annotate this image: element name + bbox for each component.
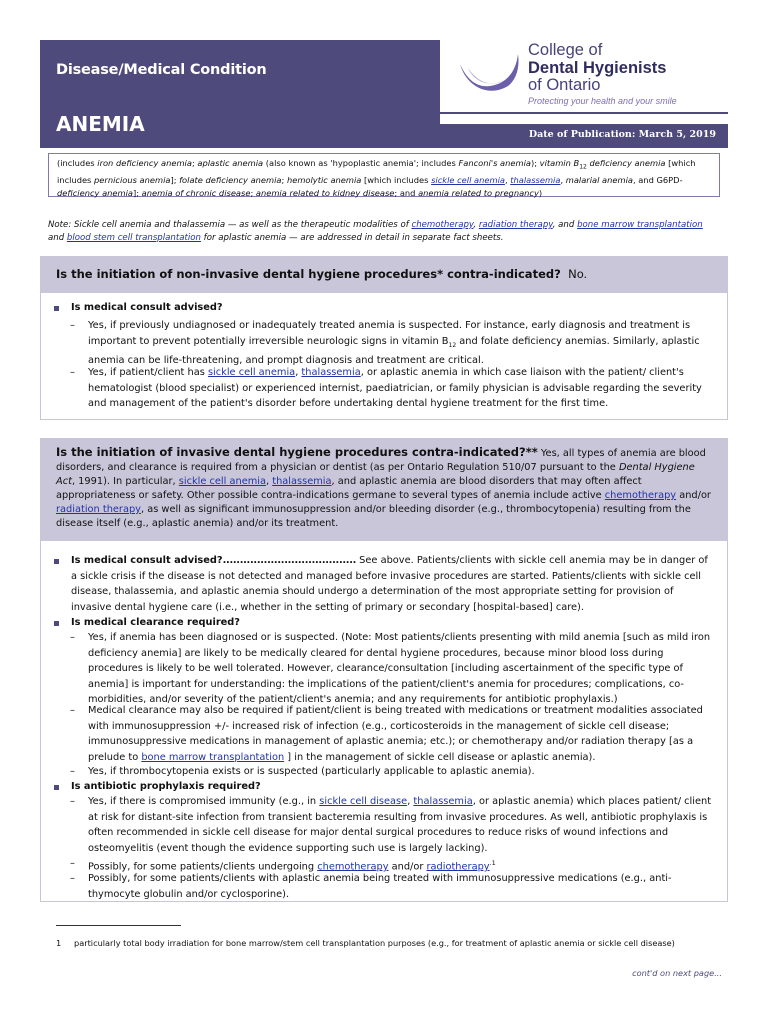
continued-label: cont'd on next page... bbox=[632, 968, 722, 978]
text: hemolytic anemia bbox=[286, 174, 362, 185]
text: , bbox=[295, 367, 302, 378]
text: deficiency anemia bbox=[57, 187, 133, 198]
logo-line-3: of Ontario bbox=[528, 76, 601, 94]
subscript: 12 bbox=[579, 163, 587, 171]
link-bone-marrow-transplantation[interactable]: bone marrow transplantation bbox=[141, 751, 285, 763]
link-bone-marrow-transplantation[interactable]: bone marrow transplantation bbox=[577, 220, 703, 230]
bullet-title: Is medical consult advised? bbox=[71, 555, 223, 566]
header-band bbox=[40, 40, 440, 148]
bullet-medical-consult bbox=[56, 300, 712, 316]
text: and bbox=[48, 233, 67, 243]
link-thalassemia[interactable]: thalassemia bbox=[510, 174, 561, 185]
list-item bbox=[72, 871, 712, 902]
question-title: Is the initiation of non-invasive dental hygiene procedures* contra-indicated? bbox=[56, 267, 561, 281]
header-rule bbox=[440, 112, 728, 114]
text: vitamin B bbox=[539, 158, 580, 168]
question-answer: No. bbox=[568, 267, 588, 281]
date-band bbox=[440, 124, 728, 148]
list-item bbox=[72, 794, 712, 856]
link-chemotherapy[interactable]: chemotherapy bbox=[317, 861, 389, 873]
text: iron deficiency anemia bbox=[97, 158, 192, 168]
text: ]; bbox=[170, 174, 180, 185]
text: and/or bbox=[676, 490, 711, 501]
bullet-square-icon bbox=[54, 306, 59, 311]
header bbox=[40, 40, 728, 148]
text: , and bbox=[552, 220, 578, 230]
text: anemia of chronic disease bbox=[141, 187, 251, 198]
text: ; bbox=[250, 187, 256, 198]
note bbox=[48, 219, 720, 245]
text: ); bbox=[530, 158, 540, 168]
text: [which includes bbox=[57, 158, 696, 185]
text: ; bbox=[281, 174, 287, 185]
text: Yes, if there is compromised immunity (e.g., in bbox=[88, 796, 320, 807]
text: ; and bbox=[394, 187, 419, 198]
dash-icon: – bbox=[70, 367, 75, 378]
dash-icon: – bbox=[70, 873, 75, 884]
text: , bbox=[504, 174, 511, 185]
text: and folate deficiency anemias. Similarly, aplastic anemia can be life-threatening, and prompt diagnosis and treatment are critical. bbox=[88, 335, 700, 366]
text: ) bbox=[538, 187, 543, 198]
leader-dots: ....................................... bbox=[222, 555, 357, 566]
dash-icon: – bbox=[70, 320, 75, 331]
text: , or aplastic anemia) which places patient/ client at risk for distant-site infection from transient bacteremia resulting from invasive procedures. As well, antibiotic prophylaxis is often recommended in sickle cell disease for major dental surgical procedures to reduce risks of wound infections and osteomyelitis (event though the evidence supporting such use is largely lacking). bbox=[88, 796, 712, 854]
page-title: ANEMIA bbox=[56, 112, 145, 136]
link-radiation-therapy[interactable]: radiation therapy bbox=[478, 220, 553, 230]
logo-swoosh-icon bbox=[458, 46, 524, 104]
footnote-ref[interactable]: .1 bbox=[489, 859, 496, 867]
link-sickle-cell-anemia[interactable]: sickle cell anemia bbox=[207, 367, 296, 378]
bullet-title: Is medical clearance required? bbox=[71, 617, 240, 628]
text: , or aplastic anemia in which case liaison with the patient/ client's hematologist (blood specialist) or experienced internist, paediatrician, or family physician is advisable regarding the severity and management of the patient's disorder before undertaking dental hygiene treatment for the first time. bbox=[88, 367, 702, 409]
list-item bbox=[72, 703, 712, 765]
publication-date: Date of Publication: March 5, 2019 bbox=[528, 129, 716, 140]
text: Yes, if patient/client has bbox=[88, 367, 208, 378]
footnote-rule bbox=[56, 925, 181, 926]
link-chemotherapy[interactable]: chemotherapy bbox=[411, 220, 474, 230]
footnote-number: 1 bbox=[56, 938, 62, 948]
text: , and G6PD- bbox=[632, 174, 683, 185]
list-item bbox=[72, 365, 712, 412]
includes-box bbox=[48, 153, 720, 197]
text: (includes bbox=[57, 158, 98, 168]
list-item bbox=[72, 764, 712, 780]
text: ] in the management of sickle cell disease or aplastic anemia). bbox=[284, 751, 596, 763]
text: , bbox=[560, 174, 566, 185]
dash-icon: – bbox=[70, 705, 75, 716]
bullet-title: Is antibiotic prophylaxis required? bbox=[71, 781, 261, 792]
dash-icon: – bbox=[70, 796, 75, 807]
link-radiation-therapy[interactable]: radiation therapy bbox=[56, 504, 141, 515]
text: anemia related to kidney disease bbox=[255, 187, 395, 198]
subscript: 12 bbox=[448, 341, 457, 349]
logo-line-2: Dental Hygienists bbox=[528, 58, 667, 77]
link-sickle-cell-anemia[interactable]: sickle cell anemia bbox=[178, 476, 266, 487]
footnote-text: particularly total body irradiation for bone marrow/stem cell transplantation purposes (e.g., for treatment of aplastic anemia or sickle cell disease) bbox=[74, 938, 675, 948]
text: , bbox=[473, 220, 479, 230]
list-item bbox=[72, 630, 712, 708]
category-label: Disease/Medical Condition bbox=[56, 62, 267, 78]
list-item bbox=[72, 318, 712, 368]
link-blood-stem-cell-transplantation[interactable]: blood stem cell transplantation bbox=[66, 233, 201, 243]
text: ; bbox=[191, 158, 198, 168]
text: See above. Patients/clients with sickle cell anemia may be in danger of a sickle crisis if the disease is not detected and managed before invasive procedures are started. Patients/clients with sickle cell disease, thalassemia, and aplastic anemia should undergo a determination of the most appropriate setting for provision of invasive dental hygiene care (i.e., whether in the setting of primary or secondary [hospital-based] care). bbox=[71, 555, 708, 613]
logo-tagline: Protecting your health and your smile bbox=[528, 95, 677, 106]
dash-icon: – bbox=[70, 858, 75, 869]
text: for aplastic anemia — are addressed in detail in separate fact sheets. bbox=[200, 233, 504, 243]
text: deficiency anemia bbox=[586, 158, 666, 168]
text: and/or bbox=[388, 861, 427, 873]
text: Fanconi's anemia bbox=[458, 158, 531, 168]
text: folate deficiency anemia bbox=[179, 174, 282, 185]
text: Yes, if previously undiagnosed or inadequately treated anemia is suspected. For instance, early diagnosis and treatment is important to prevent potentially irreversible neurologic signs in vitamin B bbox=[88, 320, 691, 347]
link-radiotherapy[interactable]: radiotherapy bbox=[426, 861, 490, 873]
text: Possibly, for some patients/clients undergoing bbox=[88, 861, 318, 873]
logo bbox=[528, 42, 677, 106]
text: [which includes bbox=[361, 174, 432, 185]
dash-icon: – bbox=[70, 632, 75, 643]
link-thalassemia[interactable]: thalassemia bbox=[272, 476, 332, 487]
text: , as well as significant immunosuppression and/or bleeding disorder (e.g., thrombocytopenia) resulting from the disease itself (e.g., aplastic anemia) and/or its treatment. bbox=[56, 504, 691, 529]
text: Yes, all types of anemia are blood disorders, and clearance is required from a physician or dentist (as per Ontario Regulation 510/07 pursuant to the bbox=[56, 448, 706, 473]
text: aplastic anemia bbox=[197, 158, 264, 168]
bullet-square-icon bbox=[54, 785, 59, 790]
footnote bbox=[56, 937, 712, 950]
bullet-medical-clearance bbox=[56, 615, 712, 631]
text: , 1991). In particular, bbox=[71, 476, 179, 487]
text: , bbox=[407, 796, 414, 807]
bullet-title: Is medical consult advised? bbox=[71, 302, 223, 313]
text: , bbox=[266, 476, 273, 487]
link-thalassemia[interactable]: thalassemia bbox=[301, 367, 361, 378]
text: Dental Hygiene Act bbox=[56, 462, 695, 487]
link-sickle-cell-disease[interactable]: sickle cell disease bbox=[319, 796, 408, 807]
bullet-medical-consult-invasive bbox=[56, 553, 712, 615]
dash-icon: – bbox=[70, 766, 75, 777]
question-invasive bbox=[40, 438, 728, 540]
text: ]; bbox=[133, 187, 142, 198]
link-sickle-cell-anemia[interactable]: sickle cell anemia bbox=[431, 174, 505, 185]
bullet-antibiotic-prophylaxis bbox=[56, 779, 712, 795]
bullet-square-icon bbox=[54, 621, 59, 626]
text: Yes, if anemia has been diagnosed or is suspected. (Note: Most patients/clients presenting with mild anemia [such as mild iron deficiency anemia] are likely to be medically cleared for dental hygiene procedures, because minor blood loss during procedures is likely to be well tolerated. However, clearance/consultation [including ascertainment of the specific type of anemia] is important for understanding: the implications of the patient/client's anemia for procedures; complications, co-morbidities, and/or severity of the patient/client's anemia; and any requirements for antibiotic prophylaxis.) bbox=[88, 632, 711, 705]
text: Yes, if thrombocytopenia exists or is suspected (particularly applicable to aplastic anemia). bbox=[88, 766, 535, 777]
link-chemotherapy[interactable]: chemotherapy bbox=[604, 490, 677, 501]
text: , and aplastic anemia are blood disorders that may often affect appropriateness or safety. Other possible contra-indications germane to several types of anemia include active bbox=[56, 476, 642, 501]
question-noninvasive bbox=[40, 256, 728, 292]
text: malarial anemia bbox=[565, 174, 633, 185]
bullet-square-icon bbox=[54, 559, 59, 564]
text: pernicious anemia bbox=[94, 174, 171, 185]
logo-line-1: College of bbox=[528, 41, 603, 59]
text: anemia related to pregnancy bbox=[418, 187, 539, 198]
text: (also known as 'hypoplastic anemia'; includes bbox=[263, 158, 459, 168]
question-title: Is the initiation of invasive dental hygiene procedures contra-indicated?** bbox=[56, 445, 538, 459]
text: Note: Sickle cell anemia and thalassemia — as well as the therapeutic modalities of bbox=[48, 220, 412, 230]
text: Medical clearance may also be required if patient/client is being treated with medications or treatment modalities associated with immunosuppression +/- increased risk of infection (e.g., corticosteroids in the management of sickle cell disease; immunosuppressive medications in management of aplastic anemia; etc.); or chemotherapy and/or radiation therapy [as a prelude to bbox=[88, 705, 703, 763]
text: Possibly, for some patients/clients with aplastic anemia being treated with immunosuppressive medications (e.g., anti-thymocyte globulin and/or cyclosporine). bbox=[88, 873, 672, 900]
link-thalassemia[interactable]: thalassemia bbox=[413, 796, 473, 807]
